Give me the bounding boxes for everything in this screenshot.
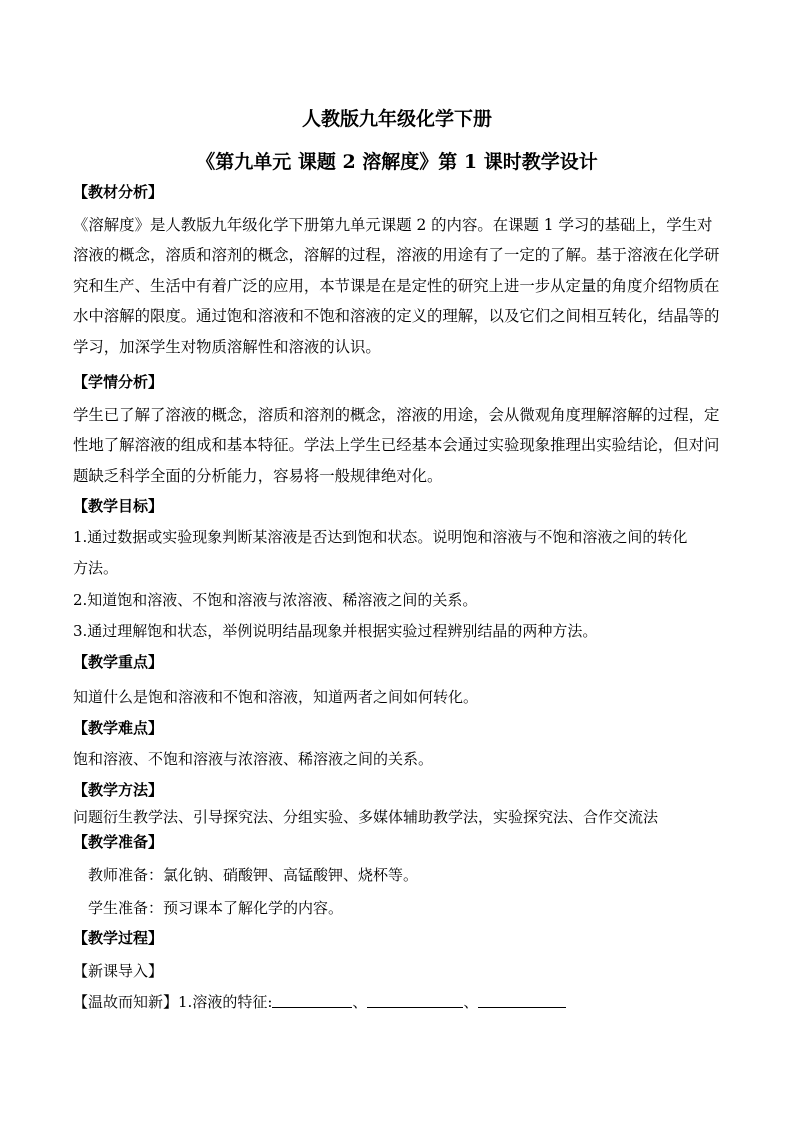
section-heading-difficulty: 【教学难点】 xyxy=(73,719,164,737)
methods-text: 问题衍生教学法、引导探究法、分组实验、多媒体辅助教学法，实验探究法、合作交流法 xyxy=(73,808,659,826)
answer-blank-1[interactable] xyxy=(272,993,352,1008)
intro-heading: 【新课导入】 xyxy=(73,962,164,980)
goal-1-line-1: 1.通过数据或实验现象判断某溶液是否达到饱和状态。说明饱和溶液与不饱和溶液之间的转化 xyxy=(73,528,688,546)
section-heading-prep: 【教学准备】 xyxy=(73,833,164,851)
section-heading-material: 【教材分析】 xyxy=(73,183,164,201)
section-heading-focus: 【教学重点】 xyxy=(73,653,164,671)
difficulty-text: 饱和溶液、不饱和溶液与浓溶液、稀溶液之间的关系。 xyxy=(73,750,434,768)
answer-blank-2[interactable] xyxy=(367,993,463,1008)
answer-blank-3[interactable] xyxy=(478,993,566,1008)
prep-teacher: 教师准备：氯化钠、硝酸钾、高锰酸钾、烧杯等。 xyxy=(88,866,419,884)
goal-3: 3.通过理解饱和状态，举例说明结晶现象并根据实验过程辨别结晶的两种方法。 xyxy=(73,622,598,640)
section-heading-process: 【教学过程】 xyxy=(73,929,164,947)
section-heading-goals: 【教学目标】 xyxy=(73,497,164,515)
review-separator-1: 、 xyxy=(352,993,368,1011)
section-heading-methods: 【教学方法】 xyxy=(73,781,164,799)
review-separator-2: 、 xyxy=(463,993,479,1011)
learner-analysis-text: 学生已了解了溶液的概念，溶质和溶剂的概念，溶液的用途，会从微观角度理解溶解的过程，定性地了解溶液的组成和基本特征。学法上学生已经基本会通过实验现象推理出实验结论，但对问题缺乏科学全面的分析能力，容易将一般规律绝对化。 xyxy=(73,406,720,485)
review-label: 【温故而知新】 xyxy=(73,993,179,1011)
review-text: 1.溶液的特征: xyxy=(178,993,273,1011)
goal-2: 2.知道饱和溶液、不饱和溶液与浓溶液、稀溶液之间的关系。 xyxy=(73,591,478,609)
focus-text: 知道什么是饱和溶液和不饱和溶液，知道两者之间如何转化。 xyxy=(73,688,479,706)
prep-student: 学生准备：预习课本了解化学的内容。 xyxy=(88,899,344,917)
material-analysis-text: 《溶解度》是人教版九年级化学下册第九单元课题 2 的内容。在课题 1 学习的基础上，学生对溶液的概念，溶质和溶剂的概念，溶解的过程，溶液的用途有了一定的了解。基于溶液在化学研究和生产、生活中有着广泛的应用，本节课是在是定性的研究上进一步从定量的角度介绍物质在水中溶解的限度。通过饱和溶液和不饱和溶液的定义的理解，以及它们之间相互转化，结晶等的学习，加深学生对物质溶解性和溶液的认识。 xyxy=(73,216,720,356)
document-subtitle: 《第九单元 课题 2 溶解度》第 1 课时教学设计 xyxy=(196,151,598,173)
goal-1-line-2: 方法。 xyxy=(73,559,119,577)
document-title: 人教版九年级化学下册 xyxy=(301,108,492,130)
section-heading-learner: 【学情分析】 xyxy=(73,373,164,391)
review-line xyxy=(73,991,566,1012)
